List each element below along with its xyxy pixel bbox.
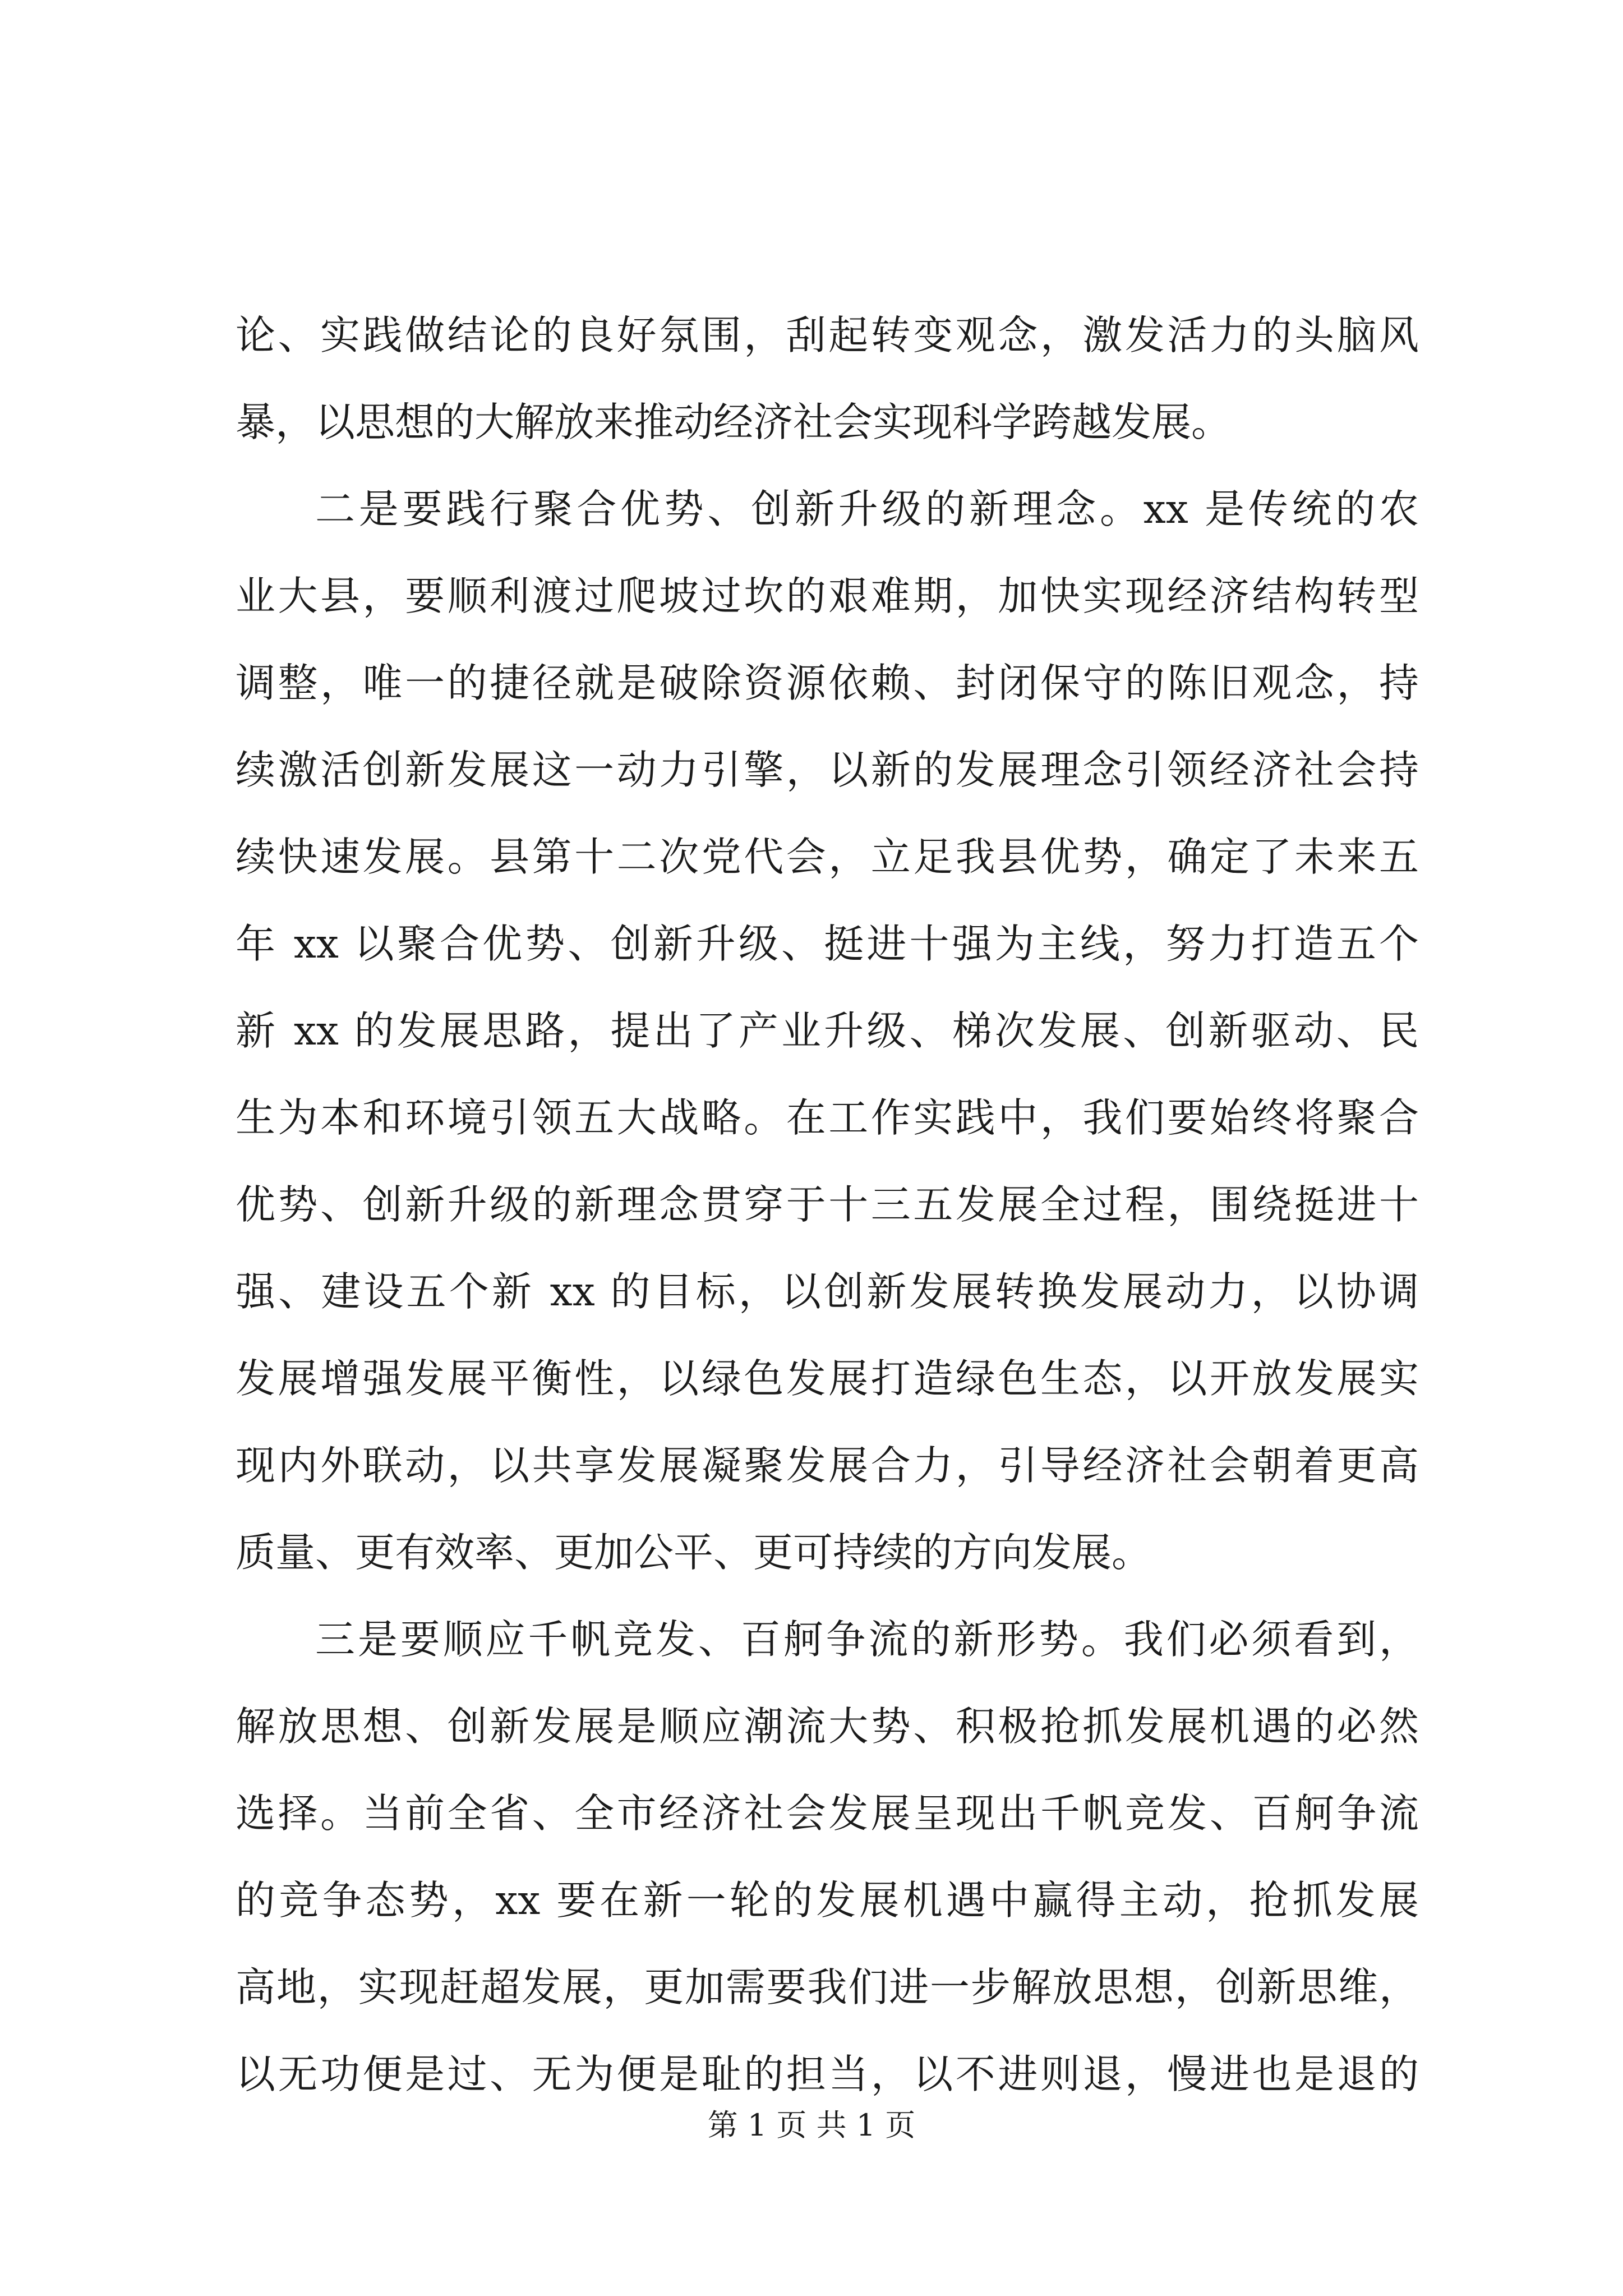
text-line: 生为本和环境引领五大战略。在工作实践中，我们要始终将聚合: [236, 1094, 1419, 1141]
text-line: 调整，唯一的捷径就是破除资源依赖、封闭保守的陈旧观念，持: [236, 660, 1419, 706]
text-line: 暴，以思想的大解放来推动经济社会实现科学跨越发展。: [236, 399, 1232, 445]
text-line: 高地，实现赶超发展，更加需要我们进一步解放思想，创新思维，: [236, 1964, 1419, 2010]
body-text: [236, 292, 1419, 2118]
text-line: 二是要践行聚合优势、创新升级的新理念。xx 是传统的农: [315, 486, 1419, 532]
text-line: 三是要顺应千帆竞发、百舸争流的新形势。我们必须看到，: [315, 1616, 1419, 1663]
text-line: 业大县，要顺利渡过爬坡过坎的艰难期，加快实现经济结构转型: [236, 573, 1419, 619]
text-line: 质量、更有效率、更加公平、更可持续的方向发展。: [236, 1529, 1152, 1576]
text-line: 选择。当前全省、全市经济社会发展呈现出千帆竞发、百舸争流: [236, 1790, 1419, 1837]
text-line: 的竞争态势，xx 要在新一轮的发展机遇中赢得主动，抢抓发展: [236, 1877, 1419, 1924]
text-line: 新 xx 的发展思路，提出了产业升级、梯次发展、创新驱动、民: [236, 1007, 1419, 1054]
text-line: 优势、创新升级的新理念贯穿于十三五发展全过程，围绕挺进十: [236, 1181, 1419, 1228]
text-line: 年 xx 以聚合优势、创新升级、挺进十强为主线，努力打造五个: [236, 921, 1419, 967]
text-line: 续快速发展。县第十二次党代会，立足我县优势，确定了未来五: [236, 834, 1419, 880]
text-line: 续激活创新发展这一动力引擎，以新的发展理念引领经济社会持: [236, 747, 1419, 793]
text-line: 论、实践做结论的良好氛围，刮起转变观念，激发活力的头脑风: [236, 312, 1419, 358]
text-line: 现内外联动，以共享发展凝聚发展合力，引导经济社会朝着更高: [236, 1442, 1419, 1489]
text-line: 发展增强发展平衡性，以绿色发展打造绿色生态，以开放发展实: [236, 1355, 1419, 1402]
text-line: 解放思想、创新发展是顺应潮流大势、积极抢抓发展机遇的必然: [236, 1703, 1419, 1750]
text-line: 强、建设五个新 xx 的目标，以创新发展转换发展动力，以协调: [236, 1268, 1419, 1315]
page-footer: 第 1 页 共 1 页: [707, 2108, 916, 2143]
text-line: 以无功便是过、无为便是耻的担当，以不进则退，慢进也是退的: [236, 2051, 1419, 2097]
